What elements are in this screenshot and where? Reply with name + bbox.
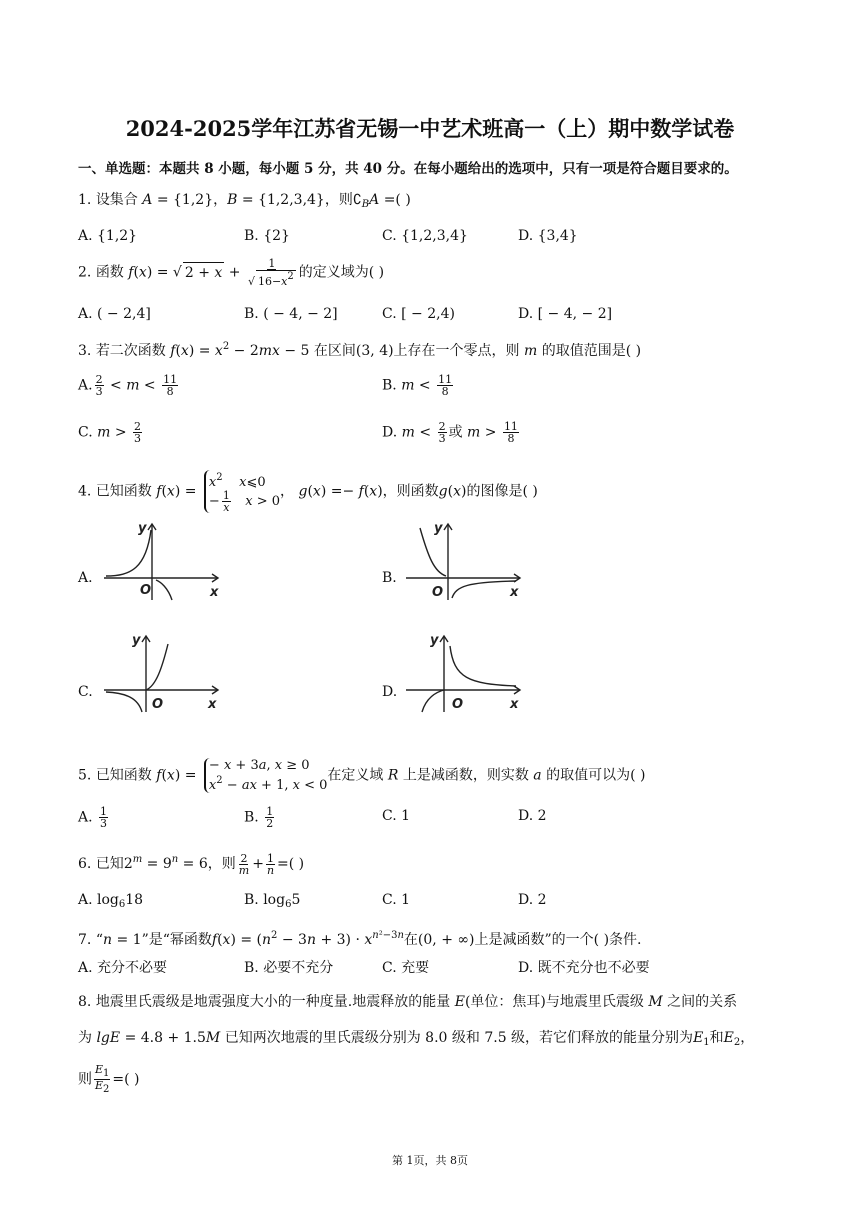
option-2c[interactable]: C. [ − 2,4): [382, 306, 455, 322]
option-2a[interactable]: A. ( − 2,4]: [78, 306, 151, 322]
option-4a[interactable]: A.: [78, 570, 93, 586]
option-4b[interactable]: B.: [382, 570, 397, 586]
graph-option-d: [398, 628, 528, 714]
question-8-line3: 则 $\frac{E1}{E2}$ =( ): [78, 1063, 140, 1095]
question-1: 1. 设集合 A = {1,2}，B = {1,2,3,4}，则$∁_BA$ =( ): [78, 192, 411, 210]
option-1d[interactable]: D. {3,4}: [518, 228, 578, 244]
option-7b[interactable]: B. 必要不充分: [244, 960, 334, 976]
option-7c[interactable]: C. 充要: [382, 960, 430, 976]
question-8-line2: 为 lgE = 4.8 + 1.5M 已知两次地震的里氏震级分别为 8.0 级和 7.5 级，若它们释放的能量分别为$E_1$和$E_2$，: [78, 1030, 755, 1048]
question-7: 7. “n = 1”是“幂函数$f(x) = (n^2 - 3n + 3) \cdot x^{n^2-3n}$在(0, + ∞)上是减函数”的一个( )条件.: [78, 930, 642, 948]
svg-text:y: y: [138, 521, 147, 536]
svg-text:O: O: [432, 585, 444, 600]
option-6a[interactable]: A. $\log_618$: [78, 892, 144, 910]
option-1c[interactable]: C. {1,2,3,4}: [382, 228, 468, 244]
svg-text:x: x: [510, 697, 519, 712]
question-5: 5. 已知函数 f(x) = − x + 3a, x ≥ 0 $x^2$ − ax + 1, x < 0 在定义域 R 上是减函数，则实数 a 的取值可以为( ): [78, 758, 646, 793]
option-5b[interactable]: B. $\frac{1}{2}$: [244, 805, 274, 830]
option-7d[interactable]: D. 既不充分也不必要: [518, 960, 650, 976]
svg-text:x: x: [210, 585, 219, 600]
option-1b[interactable]: B. {2}: [244, 228, 290, 244]
graph-option-c: [96, 628, 226, 714]
svg-text:y: y: [132, 633, 141, 648]
svg-text:y: y: [430, 633, 439, 648]
option-5a[interactable]: A. $\frac{1}{3}$: [78, 805, 108, 830]
graph-option-b: [398, 516, 528, 602]
section-heading: 一、单选题：本题共 8 小题，每小题 5 分，共 40 分。在每小题给出的选项中，只有一项是符合题目要求的。: [78, 161, 738, 177]
option-7a[interactable]: A. 充分不必要: [78, 960, 168, 976]
question-3: 3. 若二次函数 $f(x) = x^2 - 2mx - 5$ 在区间(3, 4)上存在一个零点，则 m 的取值范围是( ): [78, 341, 642, 359]
svg-text:O: O: [140, 583, 152, 598]
option-6b[interactable]: B. $\log_65$: [244, 892, 301, 910]
option-1a[interactable]: A. {1,2}: [78, 228, 138, 244]
svg-text:x: x: [208, 697, 217, 712]
option-4c[interactable]: C.: [78, 684, 93, 700]
svg-text:x: x: [510, 585, 519, 600]
svg-text:O: O: [152, 697, 164, 712]
question-6: 6. 已知$2^m = 9^n = 6$，则 $\frac{2}{m}$ + $\frac{1}{n}$ =( ): [78, 851, 305, 877]
page-footer: 第 1页，共 8页: [392, 1154, 468, 1167]
question-2: 2. 函数 f(x) = √ 2 + x + $\frac{1}{√ 16-x2}$ 的定义域为( ): [78, 257, 385, 288]
option-5c[interactable]: C. 1: [382, 808, 411, 824]
option-3d[interactable]: D. m < $\frac{2}{3}$ 或 m > $\frac{11}{8}$: [382, 420, 518, 445]
svg-text:y: y: [434, 521, 443, 536]
option-6c[interactable]: C. 1: [382, 892, 411, 908]
option-2b[interactable]: B. ( − 4, − 2]: [244, 306, 338, 322]
question-4: 4. 已知函数 f(x) = $x^2$ x⩽0 − $\frac{1}{x}$ x > 0 ， g(x) =− f(x)，则函数g(x)的图像是( ): [78, 472, 538, 514]
graph-option-a: [96, 516, 226, 602]
option-3c[interactable]: C. m > $\frac{2}{3}$: [78, 420, 142, 445]
page-title: 2024-2025学年江苏省无锡一中艺术班高一（上）期中数学试卷: [125, 116, 735, 141]
option-2d[interactable]: D. [ − 4, − 2]: [518, 306, 613, 322]
option-3a[interactable]: A. $\frac{2}{3}$ < m < $\frac{11}{8}$: [78, 373, 178, 398]
option-5d[interactable]: D. 2: [518, 808, 547, 824]
option-4d[interactable]: D.: [382, 684, 398, 700]
option-3b[interactable]: B. m < $\frac{11}{8}$: [382, 373, 453, 398]
option-6d[interactable]: D. 2: [518, 892, 547, 908]
svg-text:O: O: [452, 697, 464, 712]
question-8-line1: 8. 地震里氏震级是地震强度大小的一种度量.地震释放的能量 E(单位：焦耳)与地震里氏震级 M 之间的关系: [78, 994, 738, 1010]
